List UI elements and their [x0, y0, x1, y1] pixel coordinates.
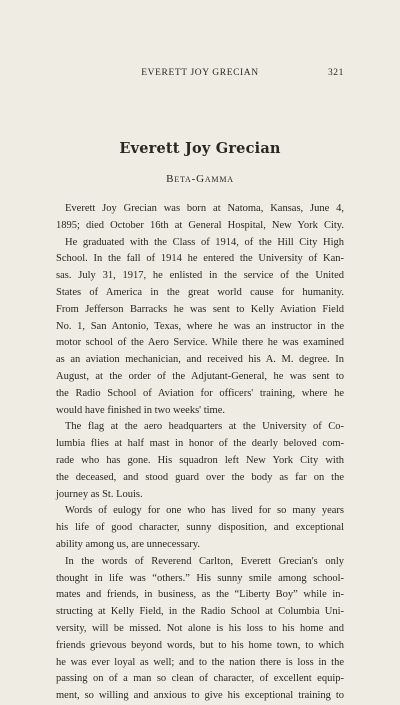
page-number: 321 — [327, 68, 344, 78]
text-line: sas. July 31, 1917, he enlisted in the service of the United — [56, 270, 344, 282]
text-line: friends grievous beyond words, but to his home town, to which — [56, 639, 344, 651]
chapter-subheading: Beta-Gamma — [166, 173, 234, 185]
text-line: lumbia flies at half mast in honor of the dearly beloved com- — [56, 438, 344, 450]
text-line: He graduated with the Class of 1914, of the Hill City High — [65, 236, 344, 248]
running-head-title: EVERETT JOY GRECIAN — [141, 68, 259, 78]
body-text — [56, 201, 344, 705]
text-line: In the words of Reverend Carlton, Everett Grecian's only — [65, 555, 344, 567]
memorial-heading: Everett Joy Grecian — [119, 140, 281, 157]
text-line: the Radio School of Aviation for officers' training, where he — [56, 387, 344, 399]
text-line: 1895; died October 16th at General Hospital, New York City. — [56, 219, 344, 231]
text-line: ability among us, are unnecessary. — [56, 538, 200, 550]
text-line: motor school of the Aero Service. While there he was examined — [56, 337, 344, 349]
text-line: The flag at the aero headquarters at the University of Co- — [65, 421, 344, 433]
text-line: passing on of a man so clean of character, of excellent equip- — [56, 673, 344, 685]
text-line: his life of good character, sunny disposition, and exceptional — [56, 522, 344, 534]
text-line: the deceased, and stood guard over the body as far on the — [56, 471, 344, 483]
text-line: journey as St. Louis. — [56, 488, 143, 500]
text-line: From Jefferson Barracks he was sent to Kelly Aviation Field — [56, 303, 344, 315]
text-line: No. 1, San Antonio, Texas, where he was an instructor in the — [56, 320, 344, 332]
text-line: Everett Joy Grecian was born at Natoma, Kansas, June 4, — [65, 203, 344, 214]
text-line: School. In the fall of 1914 he entered the University of Kan- — [56, 253, 344, 265]
text-line: he was ever loyal as well; and to the nation there is loss in the — [56, 656, 344, 668]
text-line: rade who has gone. His squadron left New York City with — [56, 454, 344, 466]
text-line: thought in life was “others.” His sunny smile among school- — [56, 572, 344, 584]
text-line: would have finished in two weeks' time. — [56, 404, 225, 416]
running-head — [0, 68, 400, 82]
text-line: versity, will be missed. Not alone is his loss to his home and — [56, 622, 344, 634]
text-line: ment, so willing and anxious to give his exceptional training to — [56, 690, 344, 702]
text-line: Words of eulogy for one who has lived for so many years — [65, 505, 344, 517]
text-line: States of America in the great world cause for humanity. — [56, 286, 344, 298]
text-line: structing at Kelly Field, in the Radio School at Columbia Uni- — [56, 606, 344, 618]
text-line: mates and friends, in business, as the “Liberty Boy” while in- — [56, 589, 344, 601]
text-line: August, at the order of the Adjutant-General, he was sent to — [56, 370, 344, 382]
text-line: as an aviation mechanician, and received his A. M. degree. In — [56, 354, 344, 366]
